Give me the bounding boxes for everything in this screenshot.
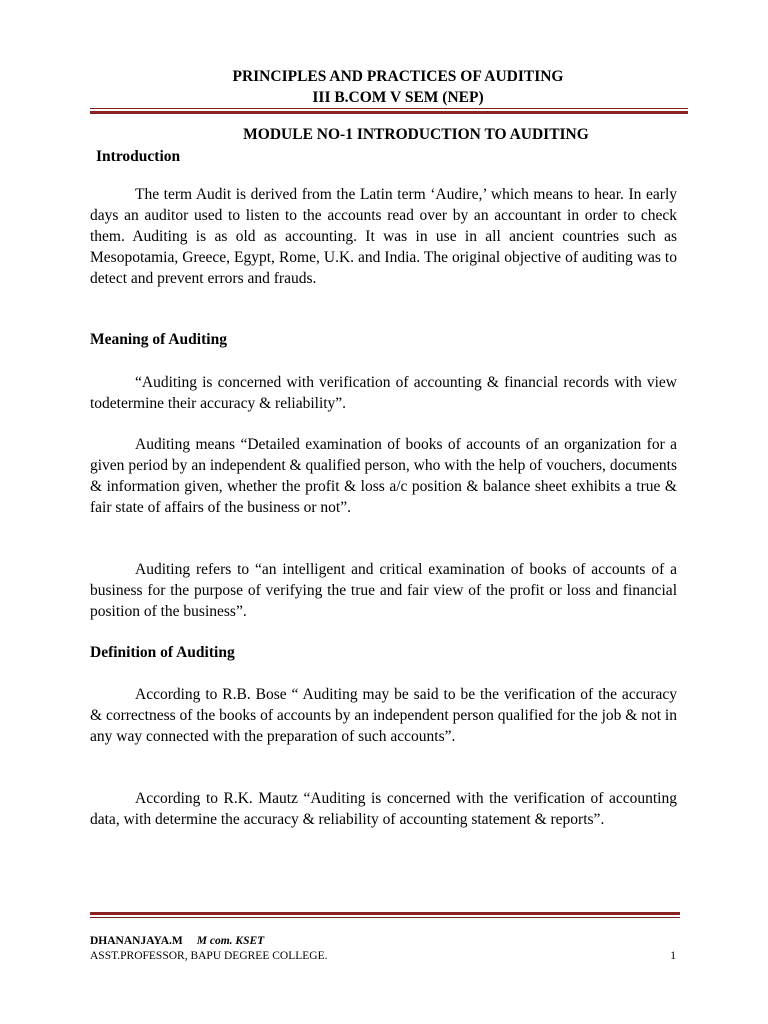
module-title: MODULE NO-1 INTRODUCTION TO AUDITING [243,126,589,143]
page-number: 1 [670,950,676,962]
footer-rule-thin [90,917,680,918]
heading-introduction: Introduction [96,148,181,165]
footer-rule-thick [90,912,680,915]
document-title: PRINCIPLES AND PRACTICES OF AUDITING [232,68,564,85]
header-rule-thick [90,111,688,114]
footer-qualification: M com. KSET [196,935,265,947]
header-rule-thin [90,108,688,109]
footer-author-line [90,934,264,948]
paragraph-meaning-1: “Auditing is concerned with verification of accounting & financial records with view todetermine their accuracy & reliability”. [90,374,677,412]
paragraph-meaning-3: Auditing refers to “an intelligent and critical examination of books of accounts of a business for the purpose of verifying the true and fair view of the profit or loss and financial position of the business”. [90,561,677,620]
paragraph-meaning-2: Auditing means “Detailed examination of books of accounts of an organization for a given period by an independent & qualified person, who with the help of vouchers, documents & information given, whether the profit & loss a/c position & balance sheet exhibits a true & fair state of affairs of the business or not”. [90,436,677,516]
footer-author: DHANANJAYA.M [90,935,183,947]
paragraph-introduction: The term Audit is derived from the Latin term ‘Audire,’ which means to hear. In early days an auditor used to listen to the accounts read over by an accountant in order to check them. Auditing is as old as accounting. It was in use in all ancient countries such as Mesopotamia, Greece, Egypt, Rome, U.K. and India. The original objective of auditing was to detect and prevent errors and frauds. [90,186,677,287]
heading-definition: Definition of Auditing [90,644,235,661]
paragraph-definition-1: According to R.B. Bose “ Auditing may be said to be the verification of the accuracy & correctness of the books of accounts by an independent person qualified for the job & not in any way connected with the preparation of such accounts”. [90,686,677,745]
footer-designation: ASST.PROFESSOR, BAPU DEGREE COLLEGE. [90,950,328,962]
heading-meaning: Meaning of Auditing [90,331,227,348]
paragraph-definition-2: According to R.K. Mautz “Auditing is concerned with the verification of accounting data, with determine the accuracy & reliability of accounting statement & reports”. [90,790,677,828]
document-subtitle: III B.COM V SEM (NEP) [312,89,484,106]
